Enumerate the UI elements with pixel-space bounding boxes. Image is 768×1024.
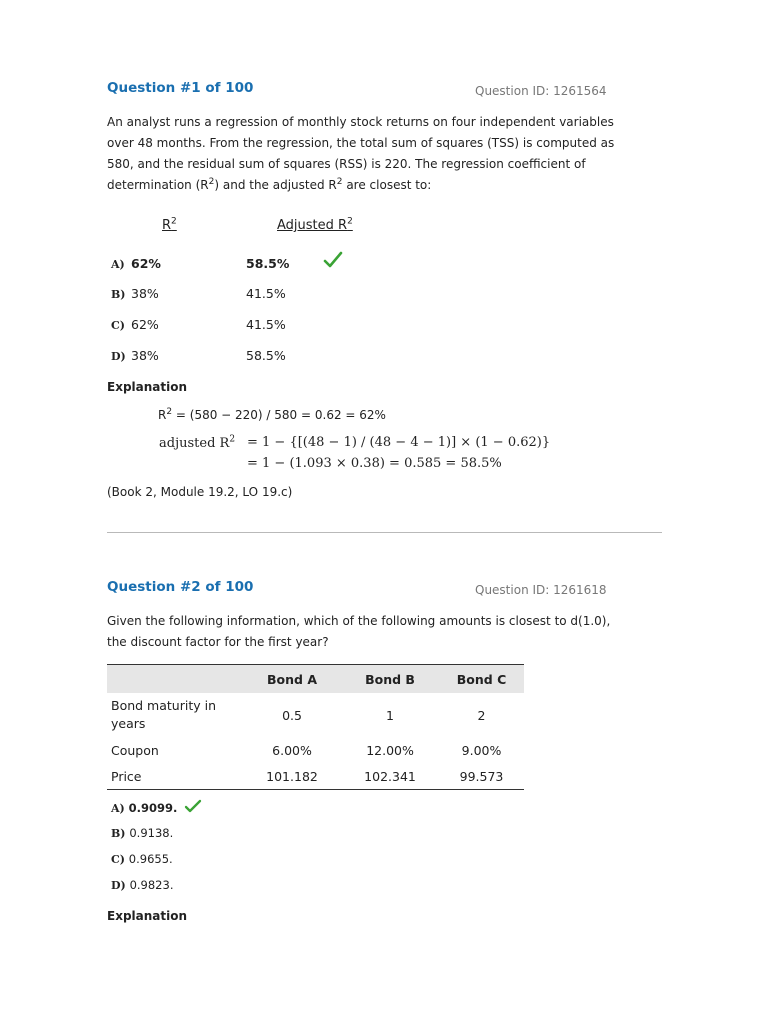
question-2-title: Question #2 of 100 xyxy=(107,579,254,595)
table-cell: 0.5 xyxy=(282,707,302,723)
table-cell: 101.182 xyxy=(243,763,341,790)
bond-table xyxy=(107,664,524,790)
table-header xyxy=(107,665,243,694)
option-r2-value: 62% xyxy=(131,317,159,332)
table-cell: 12.00% xyxy=(366,742,414,758)
option-label: C) xyxy=(111,853,125,866)
question-1-text: An analyst runs a regression of monthly stock returns on four independent variables over 48 months. From the regression, the total sum of squares (TSS) is computed as 580, and the residual sum of squares (RSS) is 220. The regression coefficient of determination $(R^2)$ and the adjusted $R^2$ are closest to: xyxy=(107,115,615,192)
option-r2-value: 38% xyxy=(131,348,159,363)
option-c[interactable] xyxy=(111,852,411,872)
option-r2-value: 38% xyxy=(131,286,159,301)
table-header-row xyxy=(107,665,524,694)
column-header-r2: $R^2$ xyxy=(162,216,177,233)
option-label: D) xyxy=(111,879,126,892)
option-adjusted-value: 58.5% xyxy=(246,348,286,363)
table-row xyxy=(107,693,524,737)
table-cell: Bond maturity in years xyxy=(111,698,216,731)
table-cell: Price xyxy=(107,763,243,790)
table-cell: 2 xyxy=(477,707,486,723)
option-label: D) xyxy=(111,350,126,363)
reference-text: (Book 2, Module 19.2, LO 19.c) xyxy=(107,485,293,499)
option-text: 0.9655. xyxy=(128,852,173,866)
option-d[interactable] xyxy=(111,878,411,898)
correct-check-icon xyxy=(184,799,202,814)
question-1-id: Question ID: 1261564 xyxy=(475,84,607,98)
table-cell: 102.341 xyxy=(341,763,439,790)
option-r2-value: 62% xyxy=(131,256,161,271)
option-d[interactable] xyxy=(0,345,768,367)
table-cell: 1 xyxy=(386,707,394,723)
explanation-heading: Explanation xyxy=(107,380,188,394)
explanation-heading: Explanation xyxy=(107,909,188,923)
table-row xyxy=(107,737,524,763)
explanation-adjusted-label: adjusted $R^2$ xyxy=(159,434,236,451)
table-header: Bond C xyxy=(439,665,524,694)
option-a[interactable] xyxy=(111,799,411,819)
option-adjusted-value: 58.5% xyxy=(246,256,290,271)
correct-check-icon xyxy=(323,251,343,269)
option-c[interactable] xyxy=(0,314,768,336)
option-text: 0.9138. xyxy=(129,826,174,840)
option-b[interactable] xyxy=(111,826,411,846)
explanation-adjusted-formula: = 1 − {[(48 − 1) / (48 − 4 − 1)] × (1 − 0.62)} xyxy=(247,435,551,450)
table-cell: 99.573 xyxy=(439,763,524,790)
column-header-adjusted-r2: Adjusted $R^2$ xyxy=(277,216,353,233)
divider xyxy=(107,532,662,533)
table-cell: Coupon xyxy=(111,742,159,758)
explanation-r2-formula: $R^2 = (580 - 220) / 580 = 0.62 = 62\%$ xyxy=(158,407,386,422)
table-header: Bond B xyxy=(341,665,439,694)
table-cell: 9.00% xyxy=(461,742,502,758)
option-label: C) xyxy=(111,319,125,332)
question-2-id: Question ID: 1261618 xyxy=(475,583,607,597)
option-label: A) xyxy=(111,258,125,271)
option-label: B) xyxy=(111,288,126,301)
table-header: Bond A xyxy=(243,665,341,694)
option-a[interactable] xyxy=(0,253,768,275)
option-b[interactable] xyxy=(0,283,768,305)
question-2-text: Given the following information, which of the following amounts is closest to d(1.0), the discount factor for the first year? xyxy=(107,614,611,649)
option-text: 0.9823. xyxy=(129,878,174,892)
table-row xyxy=(107,763,524,790)
table-cell: 6.00% xyxy=(272,742,312,758)
option-label: A) xyxy=(111,802,125,815)
option-adjusted-value: 41.5% xyxy=(246,317,286,332)
explanation-adjusted-result: = 1 − (1.093 × 0.38) = 0.585 = 58.5% xyxy=(247,456,502,471)
option-adjusted-value: 41.5% xyxy=(246,286,286,301)
question-1-title: Question #1 of 100 xyxy=(107,80,254,96)
option-text: 0.9099. xyxy=(128,801,178,815)
option-label: B) xyxy=(111,827,126,840)
